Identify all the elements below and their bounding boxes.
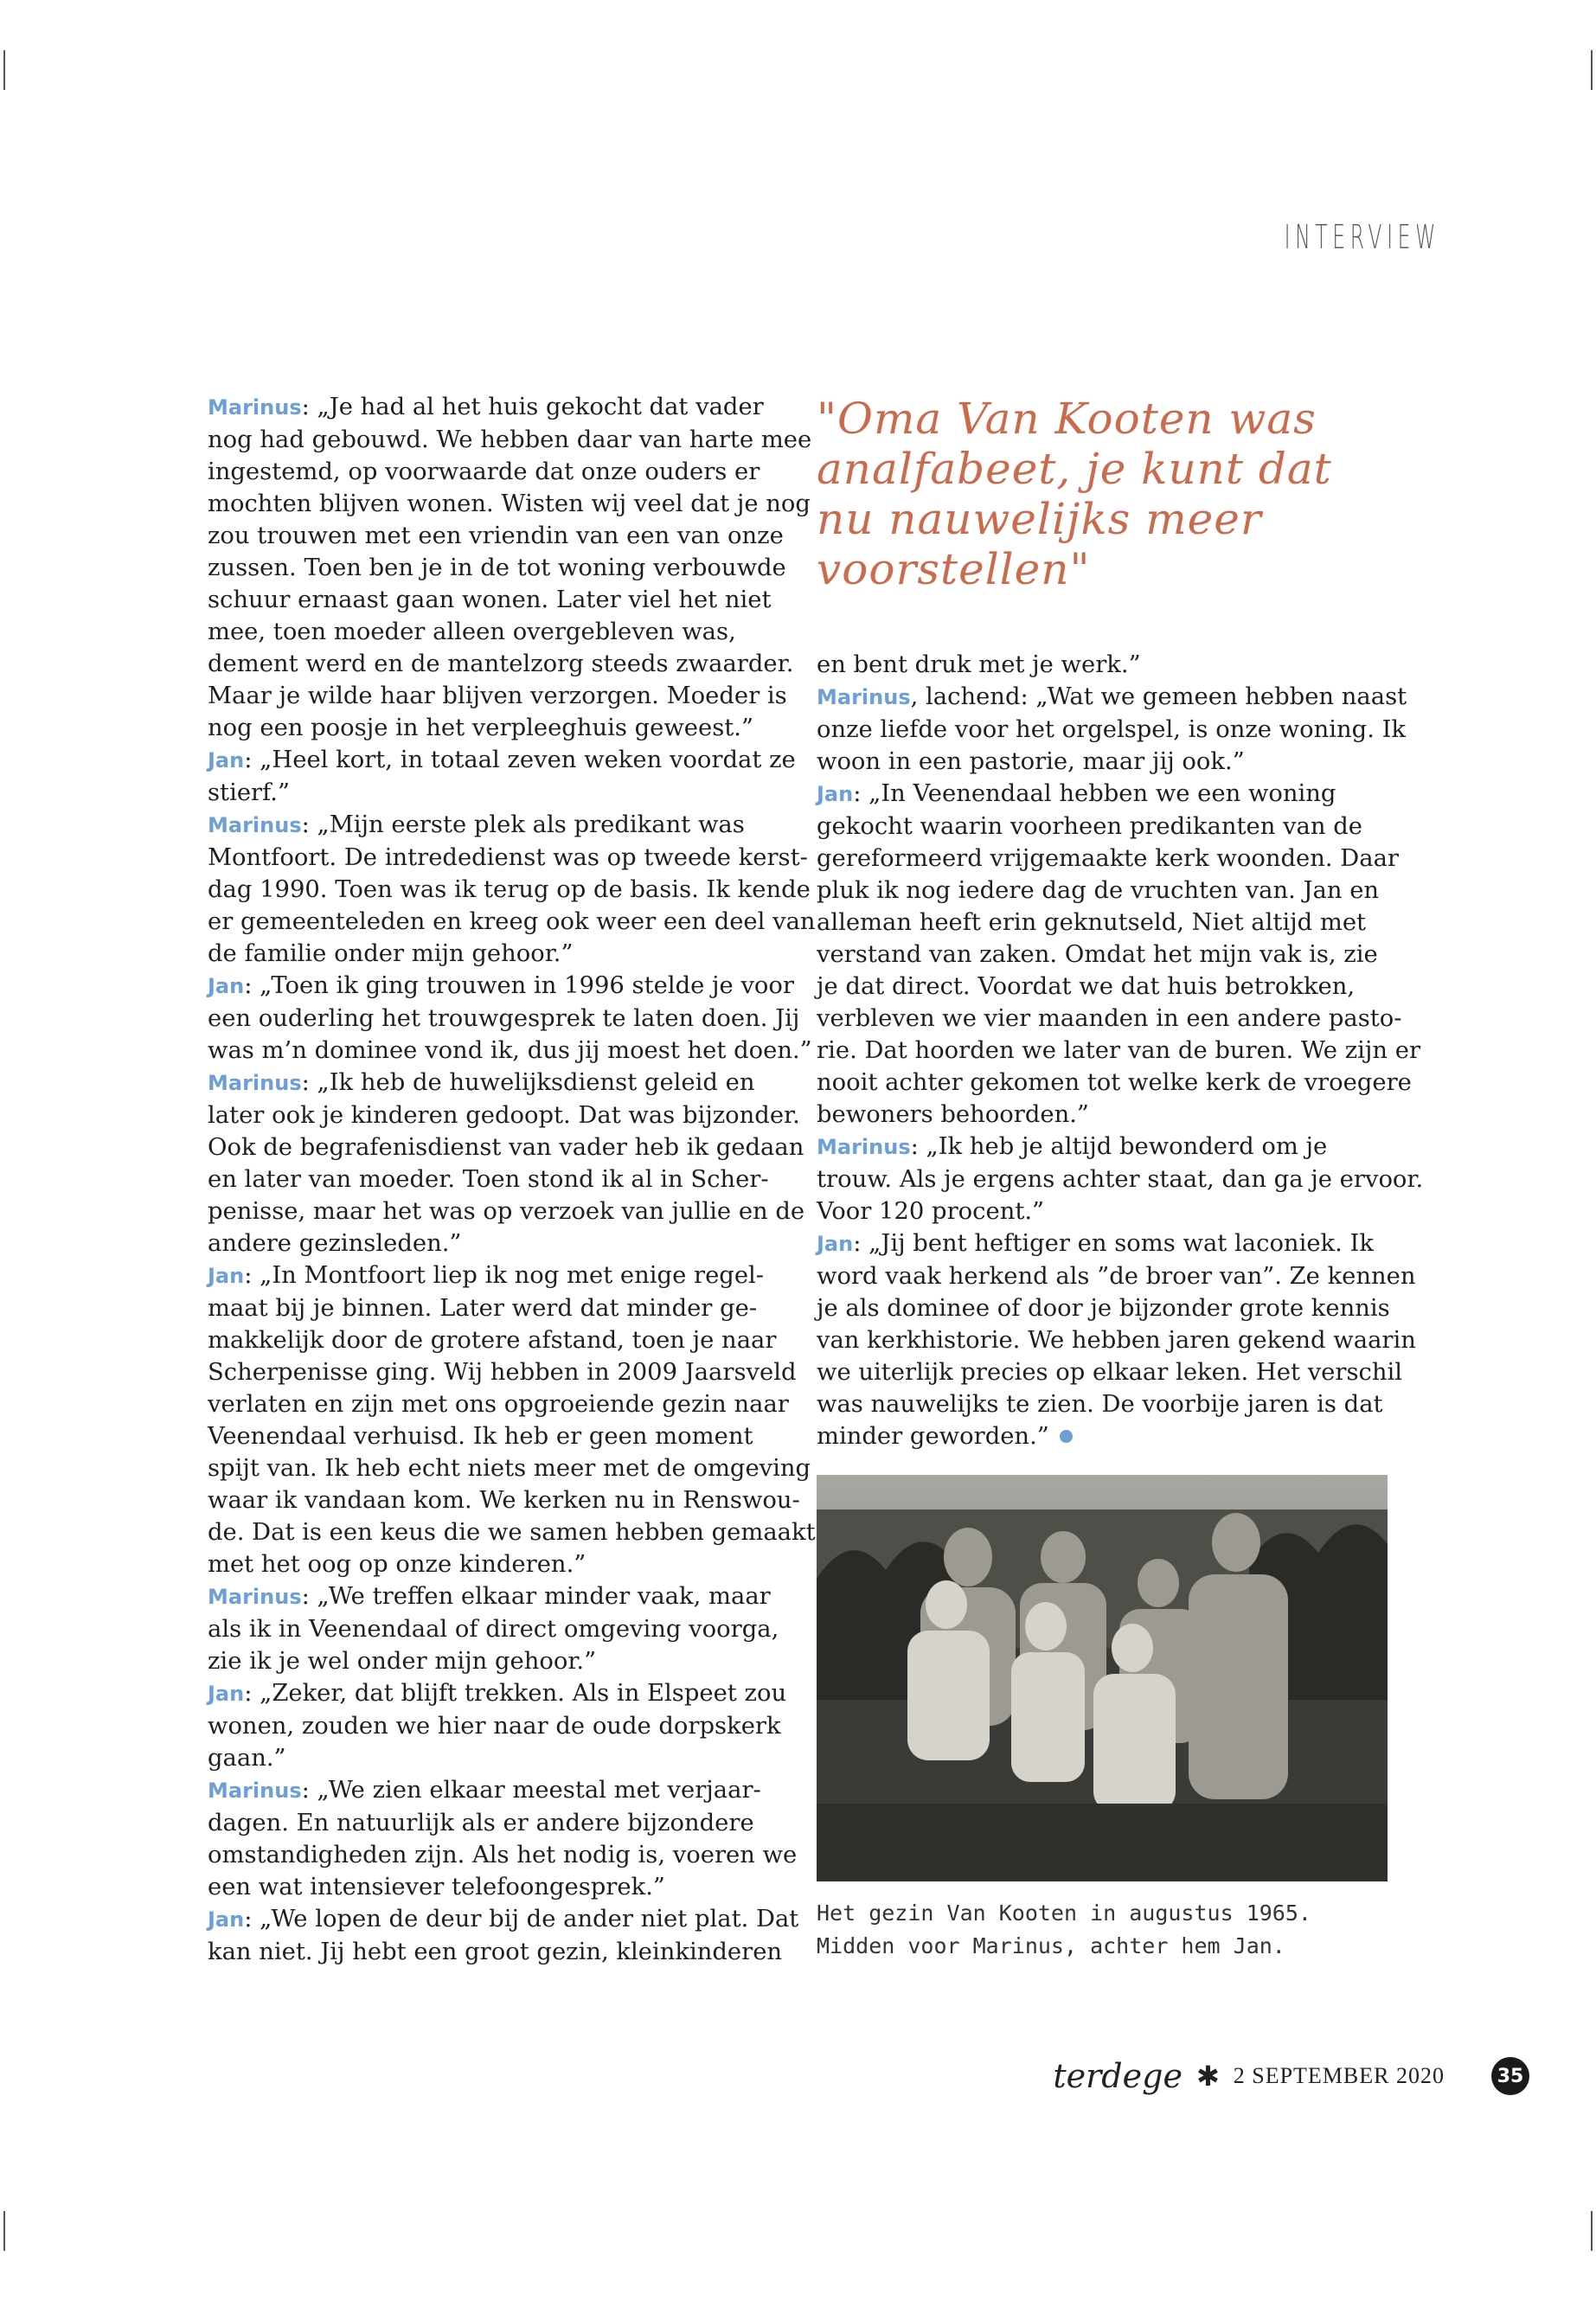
article-text: penisse, maar het was op verzoek van jullie en de [208, 1198, 805, 1225]
article-line [208, 1227, 785, 1259]
speaker-label: Marinus [208, 395, 302, 420]
article-line [208, 1516, 816, 1548]
article-line [817, 907, 1394, 939]
article-text: we uiterlijk precies op elkaar leken. Het verschil [817, 1359, 1403, 1386]
article-text: gaan.” [208, 1745, 286, 1772]
family-photo [817, 1475, 1388, 1881]
article-line [817, 1260, 1416, 1292]
article-line [817, 811, 1394, 843]
article-line [817, 1099, 1394, 1131]
section-label: INTERVIEW [1284, 218, 1440, 256]
article-line [208, 1871, 785, 1903]
article-text: mee, toen moeder alleen overgebleven was, [208, 619, 736, 645]
article-line [208, 1807, 785, 1839]
article-text: zussen. Toen ben je in de tot woning verbouwde [208, 554, 786, 581]
article-text: : „In Veenendaal hebben we een woning [853, 780, 1336, 807]
caption-line: Midden voor Marinus, achter hem Jan. [817, 1933, 1285, 1958]
article-text: stierf.” [208, 779, 290, 806]
article-line [817, 939, 1394, 971]
article-text: de familie onder mijn gehoor.” [208, 940, 574, 967]
article-line [817, 1035, 1421, 1067]
article-line [817, 1292, 1394, 1324]
article-line [208, 1259, 785, 1292]
article-line [208, 616, 785, 648]
article-line [817, 746, 1394, 778]
article-line [208, 1710, 785, 1742]
article-text: kan niet. Jij hebt een groot gezin, kleinkinderen [208, 1939, 783, 1965]
article-text: dagen. En natuurlijk als er andere bijzondere [208, 1810, 754, 1836]
article-line [208, 1067, 785, 1099]
article-text: : „We treffen elkaar minder vaak, maar [301, 1583, 771, 1610]
article-line [817, 971, 1394, 1003]
article-text: nog had gebouwd. We hebben daar van harte mee [208, 426, 812, 453]
article-text: schuur ernaast gaan wonen. Later viel het niet [208, 586, 772, 613]
article-line [208, 456, 785, 488]
article-text: : „In Montfoort liep ik nog met enige regel- [244, 1262, 765, 1289]
article-line [208, 970, 794, 1003]
article-text: nooit achter gekomen tot welke kerk de vroegere [817, 1069, 1412, 1096]
article-text: andere gezinsleden.” [208, 1230, 462, 1257]
article-text: verlaten en zijn met ons opgroeiende gezin naar [208, 1391, 789, 1418]
article-line [817, 1003, 1402, 1035]
article-line [208, 391, 785, 424]
article-text: dement werd en de mantelzorg steeds zwaarder. [208, 651, 794, 677]
photo-caption [817, 1897, 1422, 1963]
speaker-label: Jan [208, 1907, 245, 1932]
article-text: zie ik je wel onder mijn gehoor.” [208, 1648, 597, 1675]
article-line [208, 1677, 785, 1710]
speaker-label: Marinus [208, 1071, 302, 1095]
speaker-label: Jan [208, 974, 245, 998]
article-text: ingestemd, op voorwaarde dat onze ouders er [208, 458, 760, 485]
article-text: Maar je wilde haar blijven verzorgen. Moeder is [208, 683, 787, 709]
article-line [817, 1420, 1394, 1452]
article-text: en bent druk met je werk.” [817, 651, 1141, 678]
article-line [208, 1452, 811, 1484]
article-text: wonen, zouden we hier naar de oude dorpskerk [208, 1713, 781, 1740]
article-text: word vaak herkend als ”de broer van”. Ze kennen [817, 1263, 1416, 1290]
page-footer [1053, 2057, 1445, 2095]
pull-quote-line: nu nauwelijks meer [817, 494, 1262, 544]
article-line [208, 680, 785, 712]
speaker-label: Marinus [817, 1135, 911, 1159]
pull-quote-line: "Oma Van Kooten was [817, 394, 1317, 444]
family-photo-image [817, 1475, 1388, 1881]
caption-line: Het gezin Van Kooten in augustus 1965. [817, 1900, 1311, 1926]
article-text: makkelijk door de grotere afstand, toen je naar [208, 1327, 777, 1354]
pull-quote-line: voorstellen" [817, 544, 1091, 594]
article-text: Montfoort. De intrededienst was op tweede kerst- [208, 844, 808, 871]
speaker-label: Marinus [208, 813, 302, 837]
article-line [208, 424, 812, 456]
article-line [208, 1936, 785, 1968]
crop-mark-bottom-left [3, 2211, 5, 2251]
article-line [817, 1227, 1394, 1260]
article-text: : „Ik heb je altijd bewonderd om je [910, 1133, 1328, 1160]
speaker-label: Marinus [208, 1779, 302, 1803]
article-text: een ouderling het trouwgesprek te laten doen. Jij [208, 1005, 800, 1032]
article-line [817, 1388, 1394, 1420]
page-number: 35 [1491, 2057, 1529, 2095]
article-text: en later van moeder. Toen stond ik al in Scher- [208, 1166, 769, 1193]
article-line [208, 809, 785, 842]
end-mark-icon [1060, 1430, 1073, 1443]
article-text: : „Zeker, dat blijft trekken. Als in Elspeet zou [244, 1680, 787, 1707]
article-text: verbleven we vier maanden in een andere pasto- [817, 1005, 1402, 1032]
article-text: minder geworden.” [817, 1423, 1049, 1450]
article-line [208, 744, 796, 777]
article-text: : „We lopen de deur bij de ander niet plat. Dat [244, 1906, 799, 1932]
speaker-label: Jan [817, 782, 854, 806]
article-text: er gemeenteleden en kreeg ook weer een deel van [208, 908, 816, 935]
article-line [208, 1163, 785, 1195]
article-text: later ook je kinderen gedoopt. Dat was bijzonder. [208, 1102, 800, 1129]
asterisk-icon: ✱ [1195, 2060, 1220, 2093]
article-line [817, 681, 1407, 714]
article-line [208, 1613, 785, 1645]
crop-mark-top-right [1591, 50, 1593, 90]
article-text: als ik in Veenendaal of direct omgeving voorga, [208, 1616, 779, 1643]
article-line [208, 552, 785, 584]
article-line [817, 649, 1394, 681]
article-text: omstandigheden zijn. Als het nodig is, voeren we [208, 1842, 798, 1868]
article-text: je als dominee of door je bijzonder grote kennis [817, 1295, 1390, 1322]
article-text: : „Toen ik ging trouwen in 1996 stelde je voor [244, 972, 794, 999]
article-text: , lachend: „Wat we gemeen hebben naast [910, 683, 1407, 710]
article-column-right [817, 649, 1424, 1452]
article-line [208, 777, 785, 809]
article-text: nog een poosje in het verpleeghuis geweest.” [208, 715, 754, 741]
article-text: gekocht waarin voorheen predikanten van de [817, 813, 1362, 840]
article-text: bewoners behoorden.” [817, 1101, 1089, 1128]
article-line [208, 1548, 785, 1580]
article-line [208, 584, 785, 616]
article-line [208, 1388, 789, 1420]
article-text: mochten blijven wonen. Wisten wij veel dat je nog [208, 490, 811, 517]
article-text: trouw. Als je ergens achter staat, dan ga je ervoor. [817, 1166, 1424, 1193]
article-text: Ook de begrafenisdienst van vader heb ik gedaan [208, 1134, 804, 1161]
article-line [208, 1580, 785, 1613]
article-text: spijt van. Ik heb echt niets meer met de omgeving [208, 1455, 811, 1482]
article-line [817, 1067, 1412, 1099]
article-line [208, 1420, 785, 1452]
article-line [817, 714, 1407, 746]
article-line [817, 1324, 1416, 1356]
article-text: een wat intensiever telefoongesprek.” [208, 1874, 665, 1900]
crop-mark-top-left [3, 50, 5, 90]
article-line [208, 1484, 800, 1516]
speaker-label: Jan [208, 1264, 245, 1288]
article-line [208, 1324, 785, 1356]
crop-mark-bottom-right [1591, 2211, 1593, 2251]
article-line [208, 520, 785, 552]
article-text: zou trouwen met een vriendin van een van onze [208, 522, 784, 549]
article-text: dag 1990. Toen was ik terug op de basis. Ik kende [208, 876, 811, 903]
article-text: je dat direct. Voordat we dat huis betrokken, [817, 973, 1356, 1000]
article-text: onze liefde voor het orgelspel, is onze woning. Ik [817, 716, 1407, 743]
article-text: : „Je had al het huis gekocht dat vader [301, 394, 764, 420]
article-text: : „Heel kort, in totaal zeven weken voordat ze [244, 747, 796, 773]
article-line [208, 1903, 799, 1936]
article-text: alleman heeft erin geknutseld, Niet altijd met [817, 909, 1367, 936]
article-text: verstand van zaken. Omdat het mijn vak is, zie [817, 941, 1378, 968]
article-line [208, 842, 808, 874]
article-text: : „We zien elkaar meestal met verjaar- [301, 1777, 761, 1804]
article-line [817, 875, 1394, 907]
article-text: waar ik vandaan kom. We kerken nu in Renswou- [208, 1487, 800, 1514]
article-text: pluk ik nog iedere dag de vruchten van. Jan en [817, 877, 1380, 904]
article-text: Veenendaal verhuisd. Ik heb er geen moment [208, 1423, 753, 1450]
issue-date: 2 SEPTEMBER 2020 [1233, 2063, 1445, 2088]
article-text: maat bij je binnen. Later werd dat minder ge- [208, 1295, 758, 1322]
article-line [817, 1356, 1403, 1388]
article-text: gereformeerd vrijgemaakte kerk woonden. Daar [817, 845, 1399, 872]
speaker-label: Marinus [817, 685, 911, 709]
article-text: : „Ik heb de huwelijksdienst geleid en [301, 1069, 755, 1096]
article-line [208, 1003, 800, 1035]
magazine-brand: terdege [1053, 2057, 1183, 2095]
article-text: was m’n dominee vond ik, dus jij moest het doen.” [208, 1037, 812, 1064]
article-line [817, 1195, 1394, 1227]
article-text: de. Dat is een keus die we samen hebben gemaakt [208, 1519, 816, 1546]
article-line [208, 1131, 804, 1163]
article-line [208, 1774, 785, 1807]
speaker-label: Jan [208, 748, 245, 772]
article-line [208, 1195, 805, 1227]
article-line [817, 1131, 1394, 1163]
article-line [208, 648, 794, 680]
article-text: Scherpenisse ging. Wij hebben in 2009 Jaarsveld [208, 1359, 797, 1386]
speaker-label: Jan [208, 1682, 245, 1706]
speaker-label: Marinus [208, 1585, 302, 1609]
article-line [208, 1742, 785, 1774]
article-line [208, 712, 785, 744]
article-text: rie. Dat hoorden we later van de buren. We zijn er [817, 1037, 1421, 1064]
article-line [208, 906, 816, 938]
article-line [208, 1292, 785, 1324]
speaker-label: Jan [817, 1232, 854, 1256]
article-line [817, 843, 1399, 875]
article-text: : „Mijn eerste plek als predikant was [301, 811, 745, 838]
article-text: Voor 120 procent.” [817, 1198, 1045, 1225]
article-text: woon in een pastorie, maar jij ook.” [817, 748, 1245, 775]
article-line [208, 1356, 797, 1388]
article-text: van kerkhistorie. We hebben jaren gekend waarin [817, 1327, 1416, 1354]
article-text: met het oog op onze kinderen.” [208, 1551, 586, 1578]
article-text: was nauwelijks te zien. De voorbije jaren is dat [817, 1391, 1383, 1418]
article-line [208, 938, 785, 970]
article-line [208, 1035, 812, 1067]
article-line [208, 1645, 785, 1677]
article-line [208, 1839, 798, 1871]
pull-quote-line: analfabeet, je kunt dat [817, 444, 1332, 494]
article-line [817, 1163, 1424, 1195]
pull-quote [817, 394, 1370, 594]
article-line [208, 488, 811, 520]
article-text: : „Jij bent heftiger en soms wat laconiek. Ik [853, 1230, 1374, 1257]
article-line [208, 874, 811, 906]
article-line [208, 1099, 800, 1131]
article-line [817, 778, 1394, 811]
article-column-left [208, 391, 816, 1968]
